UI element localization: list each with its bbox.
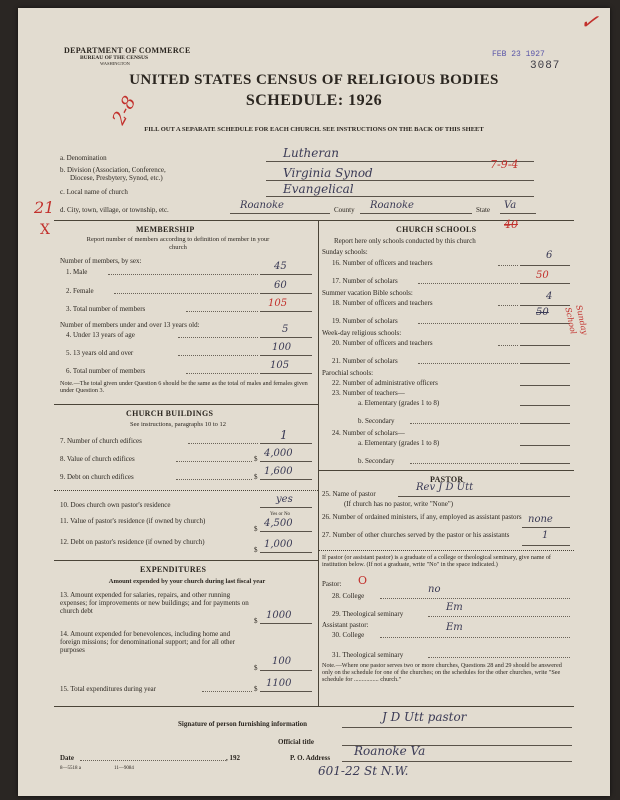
pastor-heading: PASTOR [430,475,464,484]
q22-line [520,385,570,386]
q1-value[interactable]: 45 [274,261,287,272]
department-name: DEPARTMENT OF COMMERCE [64,46,191,55]
q10-label: 10. Does church own pastor's residence [60,501,171,509]
q27-line [522,545,570,546]
local-name-line [266,196,534,197]
q7-leader [188,443,258,444]
q3-leader [186,311,258,312]
q4-leader [178,337,258,338]
q3-label: 3. Total number of members [66,305,146,313]
q24b-leader [410,463,518,464]
local-name-label: c. Local name of church [60,188,128,196]
q13-dollar-sign: $ [254,617,258,625]
po-address-line [342,761,572,762]
q5-label: 5. 13 years old and over [66,349,134,357]
q29-label: 29. Theological seminary [332,610,404,618]
expenditures-intro: Amount expended by your church during last fiscal year [108,578,266,585]
state-line [500,213,536,214]
divider-graduate [318,550,574,551]
q9-value[interactable]: 1,600 [264,466,293,477]
q24-label: 24. Number of scholars— [332,429,405,437]
q16-line [520,265,570,266]
q11-label: 11. Value of pastor's residence (if owned by church) [60,517,206,525]
q5-leader [178,355,258,356]
division-line [266,180,534,181]
members-by-sex-label: Number of members, by sex: [60,257,142,265]
q28-label: 28. College [332,592,365,600]
q9-label: 9. Debt on church edifices [60,473,134,481]
division-label: b. Division (Association, Conference, [60,166,166,174]
q19-value[interactable]: 50 [536,307,549,318]
q16-leader [498,265,518,266]
margin-mark-x: X [40,222,50,238]
q8-label: 8. Value of church edifices [60,455,135,463]
q30-line [380,637,570,638]
city-label: d. City, town, village, or township, etc. [60,206,169,214]
q20-line [520,345,570,346]
weekday-schools-label: Week-day religious schools: [322,329,402,337]
membership-note: Note.—The total given under Question 6 should be the same as the total of males and females given under Question 3. [60,380,308,395]
q14-value[interactable]: 100 [272,656,292,667]
q1-leader [108,274,258,275]
q5-line [260,355,312,356]
city-value[interactable]: Roanoke [240,200,284,211]
q27-label: 27. Number of other churches served by the pastor or his assistants [322,531,510,539]
division-value[interactable]: Virginia Synod [283,166,373,180]
local-name-value[interactable]: Evangelical [283,182,354,196]
pastor-note: Note.—Where one pastor serves two or more churches, Questions 28 and 29 should be answered only on the schedule for one of the churches; on the schedules for the other churches, write "See schedule for ................ church." [322,662,562,684]
division-code: 7-9-4 [490,158,519,171]
q18-label: 18. Number of officers and teachers [332,299,433,307]
denomination-label: a. Denomination [60,154,107,162]
q12-value[interactable]: 1,000 [264,539,293,550]
assistant-pastor-label: Assistant pastor: [322,621,369,629]
q6-value[interactable]: 105 [270,360,290,371]
pastor-sub-label: Pastor: [322,580,342,588]
q23b-leader [410,423,518,424]
bureau-name: BUREAU OF THE CENSUS [80,55,149,61]
city-line [230,213,330,214]
q24b-line [520,463,570,464]
q17-line [520,283,570,284]
q19-label: 19. Number of scholars [332,317,398,325]
q8-leader [176,461,252,462]
divider-expenditures [54,560,318,561]
q24b-label: b. Secondary [358,457,395,465]
q18-leader [498,305,518,306]
signature-label: Signature of person furnishing information [178,720,307,728]
q19-line [520,323,570,324]
q13-line [260,623,312,624]
q31-label: 31. Theological seminary [332,651,404,659]
po-address-value-2[interactable]: 601-22 St N.W. [318,764,409,778]
q1-line [260,274,312,275]
q29-value[interactable]: Em [446,602,463,613]
membership-heading: MEMBERSHIP [136,225,195,234]
summer-schools-label: Summer vacation Bible schools: [322,289,413,297]
schools-intro: Report here only schools conducted by this church [334,237,476,245]
q19-leader [418,323,518,324]
q14-line [260,670,312,671]
q14-dollar-sign: $ [254,664,258,672]
q15-leader [202,691,252,692]
division-label-2: Diocese, Presbytery, Synod, etc.) [70,174,163,182]
q2-label: 2. Female [66,287,94,295]
q17-value[interactable]: 50 [536,270,549,281]
state-value[interactable]: Va [504,200,517,211]
po-address-value[interactable]: Roanoke Va [354,744,426,758]
official-title-label: Official title [278,738,314,746]
check-mark-icon: ✓ [578,8,601,37]
q17-label: 17. Number of scholars [332,277,398,285]
city-name: WASHINGTON [100,61,130,66]
graduate-instruction: If pastor (or assistant pastor) is a graduate of a college or theological seminary, give name of institution below. (If not a graduate, write "No" in the space indicated.) [322,554,551,569]
date-line [80,760,226,761]
county-value[interactable]: Roanoke [370,200,414,211]
q17-leader [418,283,518,284]
q23b-line [520,423,570,424]
q9-leader [176,479,252,480]
q30-value[interactable]: Em [446,622,463,633]
q5-value[interactable]: 100 [272,342,292,353]
date-label: Date [60,754,74,762]
q18-line [520,305,570,306]
q8-value[interactable]: 4,000 [264,448,293,459]
form-subtitle: SCHEDULE: 1926 [245,92,383,109]
q3-line [260,311,312,312]
q11-line [260,531,312,532]
q21-label: 21. Number of scholars [332,357,398,365]
q21-leader [418,363,518,364]
q24a-line [520,445,570,446]
q10-line [260,507,312,508]
q4-value[interactable]: 5 [282,324,289,335]
buildings-heading: CHURCH BUILDINGS [126,409,214,418]
q23b-label: b. Secondary [358,417,395,425]
q15-label: 15. Total expenditures during year [60,685,156,693]
q4-label: 4. Under 13 years of age [66,331,135,339]
q12-dollar-sign: $ [254,546,258,554]
signature-value[interactable]: J D Utt pastor [382,710,467,724]
section-divider-bottom [54,706,574,707]
census-schedule-sheet [18,8,610,796]
membership-intro: Report number of members according to definition of member in your church [86,236,270,251]
q4-line [260,337,312,338]
q22-label: 22. Number of administrative officers [332,379,438,387]
po-address-label: P. O. Address [290,754,331,762]
q2-leader [114,293,258,294]
expenditures-heading: EXPENDITURES [140,565,207,574]
q11-dollar-sign: $ [254,525,258,533]
divider-residence [54,490,318,491]
print-number: 11—9084 [114,766,134,771]
q13-value[interactable]: 1000 [266,610,292,621]
q15-dollar-sign: $ [254,685,258,693]
q8-line [260,461,312,462]
handwritten-code: 2-8 [108,92,141,129]
q25-line [398,496,570,497]
yes-no-hint: Yes or No [270,512,291,517]
q15-value[interactable]: 1100 [266,678,292,689]
form-number: 8—5518 a [60,766,81,771]
q7-line [260,443,312,444]
q28-line [380,598,570,599]
county-label: County [334,206,355,214]
q2-value[interactable]: 60 [274,280,287,291]
q27-value[interactable]: 1 [542,530,549,541]
q15-line [260,691,312,692]
q6-leader [186,373,258,374]
q20-label: 20. Number of officers and teachers [332,339,433,347]
q11-value[interactable]: 4,500 [264,518,293,529]
q23a-line [520,405,570,406]
column-divider [318,220,319,706]
q25-value[interactable]: Rev J D Utt [416,482,474,493]
state-label: State [476,206,490,214]
q14-label: 14. Amount expended for benevolences, including home and foreign missions; for denominational support; and for all other purposes [60,630,235,654]
pastor-mark: O [358,574,368,587]
q6-label: 6. Total number of members [66,367,146,375]
q18-value[interactable]: 4 [546,291,553,302]
schedule-number-stamp: 3087 [530,60,561,72]
q31-line [428,657,570,658]
schools-mark: 40 [504,218,518,231]
q26-label: 26. Number of ordained ministers, if any, employed as assistant pastors [322,513,522,521]
q29-line [428,616,570,617]
instruction-line: FILL OUT A SEPARATE SCHEDULE FOR EACH CHURCH. SEE INSTRUCTIONS ON THE BACK OF THIS SHEET [144,126,484,133]
county-line [360,213,472,214]
q21-line [520,363,570,364]
form-title: UNITED STATES CENSUS OF RELIGIOUS BODIES [129,72,499,88]
q6-line [260,373,312,374]
sunday-schools-label: Sunday schools: [322,248,368,256]
q13-label: 13. Amount expended for salaries, repairs, and other running expenses; for improvements or new buildings; and for payments on church debt [60,591,249,615]
q26-line [522,527,570,528]
q8-dollar-sign: $ [254,455,258,463]
q7-label: 7. Number of church edifices [60,437,142,445]
signature-line [342,727,572,728]
q30-label: 30. College [332,631,365,639]
denomination-value[interactable]: Lutheran [283,146,339,160]
received-date-stamp: FEB 23 1927 [492,50,545,59]
q20-leader [498,345,518,346]
q10-value[interactable]: yes [276,494,293,505]
schools-heading: CHURCH SCHOOLS [396,225,477,234]
q16-value[interactable]: 6 [546,250,553,261]
q23-label: 23. Number of teachers— [332,389,405,397]
divider-pastor [318,470,574,471]
q16-label: 16. Number of officers and teachers [332,259,433,267]
q9-dollar-sign: $ [254,473,258,481]
section-divider-top [54,220,574,221]
q25-hint: (If church has no pastor, write "None") [344,500,454,508]
q25-label: 25. Name of pastor [322,490,376,498]
sunday-school-margin-note: Sunday School [563,304,590,336]
parochial-schools-label: Parochial schools: [322,369,374,377]
q12-label: 12. Debt on pastor's residence (if owned by church) [60,538,205,546]
q28-value[interactable]: no [428,584,441,595]
date-year: , 192 [226,754,240,762]
age-intro-label: Number of members under and over 13 years old: [60,321,200,329]
q3-value[interactable]: 105 [268,298,288,309]
q23a-label: a. Elementary (grades 1 to 8) [358,399,440,407]
q24a-label: a. Elementary (grades 1 to 8) [358,439,440,447]
divider-buildings [54,404,318,405]
q1-label: 1. Male [66,268,88,276]
buildings-intro: See instructions, paragraphs 10 to 12 [129,421,227,428]
q7-value[interactable]: 1 [280,428,288,442]
q2-line [260,293,312,294]
q26-value[interactable]: none [528,514,553,525]
q9-line [260,479,312,480]
q12-line [260,552,312,553]
margin-mark-21: 21 [34,198,55,217]
